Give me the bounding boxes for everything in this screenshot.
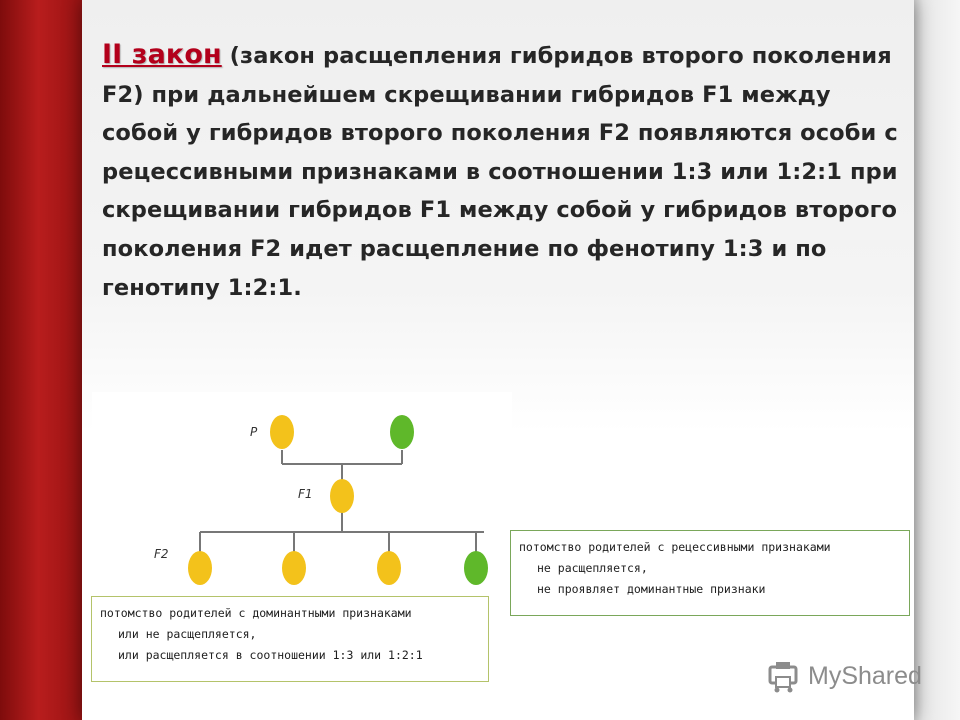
recessive-line-1: потомство родителей с рецессивными признаками [519,540,831,554]
slide-right-edge [908,0,960,720]
parent-yellow-circle [270,415,294,449]
f2-green-circle [464,551,488,585]
law-text [102,36,912,307]
printer-cart-icon [768,659,802,693]
dominant-line-3: или расщепляется в соотношении 1:3 или 1:2:1 [118,648,423,662]
label-f1: F1 [298,487,313,501]
f2-yellow-circle-2 [282,551,306,585]
dominant-line-1: потомство родителей с доминантными признаками [100,606,412,620]
f2-yellow-circle-3 [377,551,401,585]
watermark-text: MyShared [808,661,922,690]
parent-green-circle [390,415,414,449]
dominant-offspring-box [91,596,489,682]
watermark [768,656,922,696]
label-p: P [250,425,258,439]
dominant-line-2: или не расщепляется, [118,627,257,641]
f1-yellow-circle [330,479,354,513]
label-f2: F2 [154,547,169,561]
law-description: (закон расщепления гибридов второго поколения F2) при дальнейшем скрещивании гибридов F1 между собой у гибридов второго поколения F2 появляются особи с рецессивными признаками в соотношении 1:3 или 1:2:1 при скрещивании гибридов F1 между собой у гибридов второго поколения F2 идет расщепление по фенотипу 1:3 и по генотипу 1:2:1. [102,43,898,301]
f2-yellow-circle-1 [188,551,212,585]
recessive-line-2: не расщепляется, [537,561,648,575]
recessive-offspring-box [510,530,910,616]
law-title: II закон [102,39,222,70]
recessive-line-3: не проявляет доминантные признаки [537,582,766,596]
